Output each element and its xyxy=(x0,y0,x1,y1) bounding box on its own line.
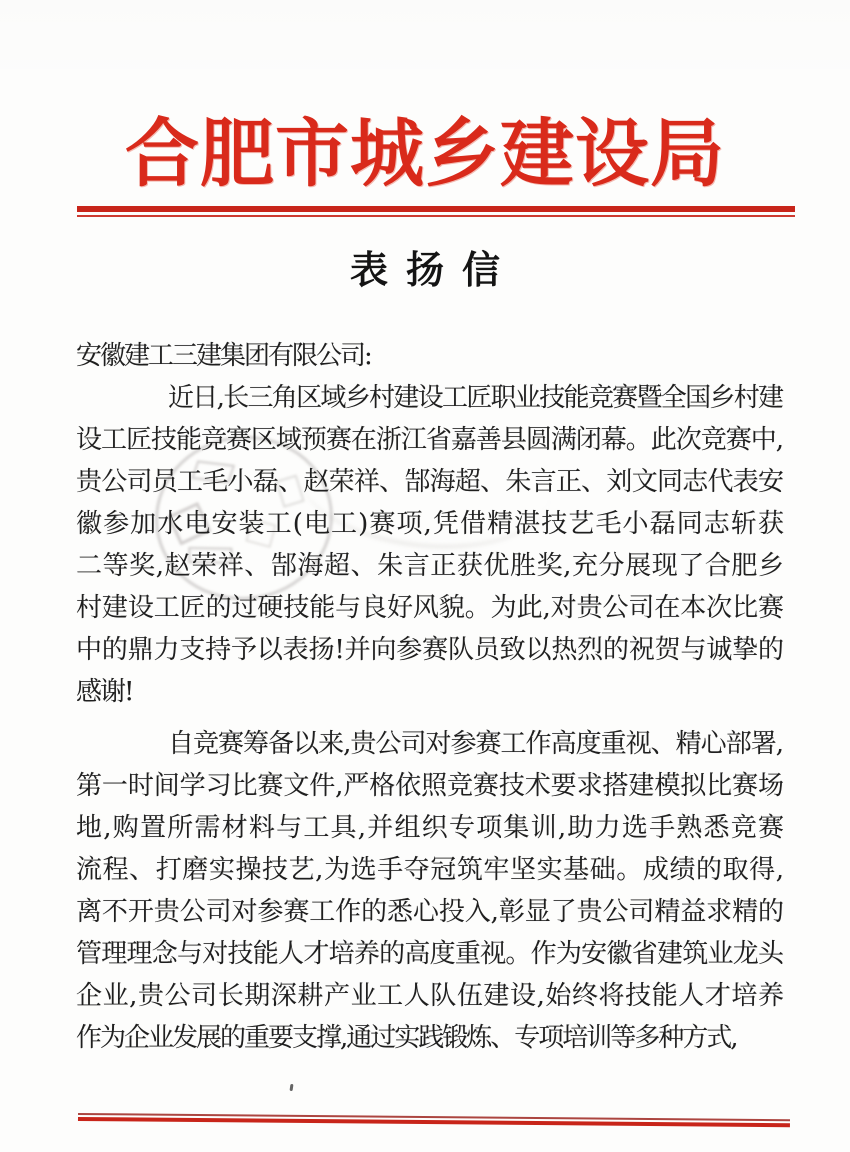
body-line: 企业,贵公司长期深耕产业工人队伍建设,始终将技能人才培养 xyxy=(76,981,782,1011)
body-line: 地,购置所需材料与工具,并组织专项集训,助力选手熟悉竞赛 xyxy=(76,813,782,843)
body-line: 徽参加水电安装工(电工)赛项,凭借精湛技艺毛小磊同志斩获 xyxy=(76,509,782,539)
body-line: 村建设工匠的过硬技能与良好风貌。为此,对贵公司在本次比赛 xyxy=(76,593,782,623)
body-line: 二等奖,赵荣祥、郜海超、朱言正获优胜奖,充分展现了合肥乡 xyxy=(76,551,782,581)
divider-thin-line xyxy=(77,215,795,217)
letter-title: 表扬信 xyxy=(349,247,518,292)
body-line: 离不开贵公司对参赛工作的悉心投入,彰显了贵公司精益求精的 xyxy=(76,897,782,927)
body-line: 流程、打磨实操技艺,为选手夺冠筑牢坚实基础。成绩的取得, xyxy=(76,855,782,885)
salutation: 安徽建工三建集团有限公司: xyxy=(76,341,371,371)
body-line: 自竞赛筹备以来,贵公司对参赛工作高度重视、精心部署, xyxy=(168,729,782,759)
body-line: 贵公司员工毛小磊、赵荣祥、郜海超、朱言正、刘文同志代表安 xyxy=(76,467,782,497)
agency-letterhead: 合肥市城乡建设局 xyxy=(125,111,725,197)
footer-rule xyxy=(78,1113,790,1127)
paragraph-2 xyxy=(76,723,782,1059)
scan-speck xyxy=(290,1084,294,1091)
body-line: 近日,长三角区域乡村建设工匠职业技能竞赛暨全国乡村建 xyxy=(168,383,782,413)
body-line: 作为企业发展的重要支撑,通过实践锻炼、专项培训等多种方式, xyxy=(76,1023,737,1053)
paragraph-1 xyxy=(76,377,782,713)
body-line: 第一时间学习比赛文件,严格依照竞赛技术要求搭建模拟比赛场 xyxy=(76,771,782,801)
body-line: 感谢! xyxy=(76,677,133,707)
body-line: 管理理念与对技能人才培养的高度重视。作为安徽省建筑业龙头 xyxy=(76,939,782,969)
letter-body xyxy=(76,335,782,1059)
body-line: 设工匠技能竞赛区域预赛在浙江省嘉善县圆满闭幕。此次竞赛中, xyxy=(76,425,782,455)
letterhead-divider xyxy=(77,206,795,217)
body-line: 中的鼎力支持予以表扬!并向参赛队员致以热烈的祝贺与诚挚的 xyxy=(76,635,782,665)
